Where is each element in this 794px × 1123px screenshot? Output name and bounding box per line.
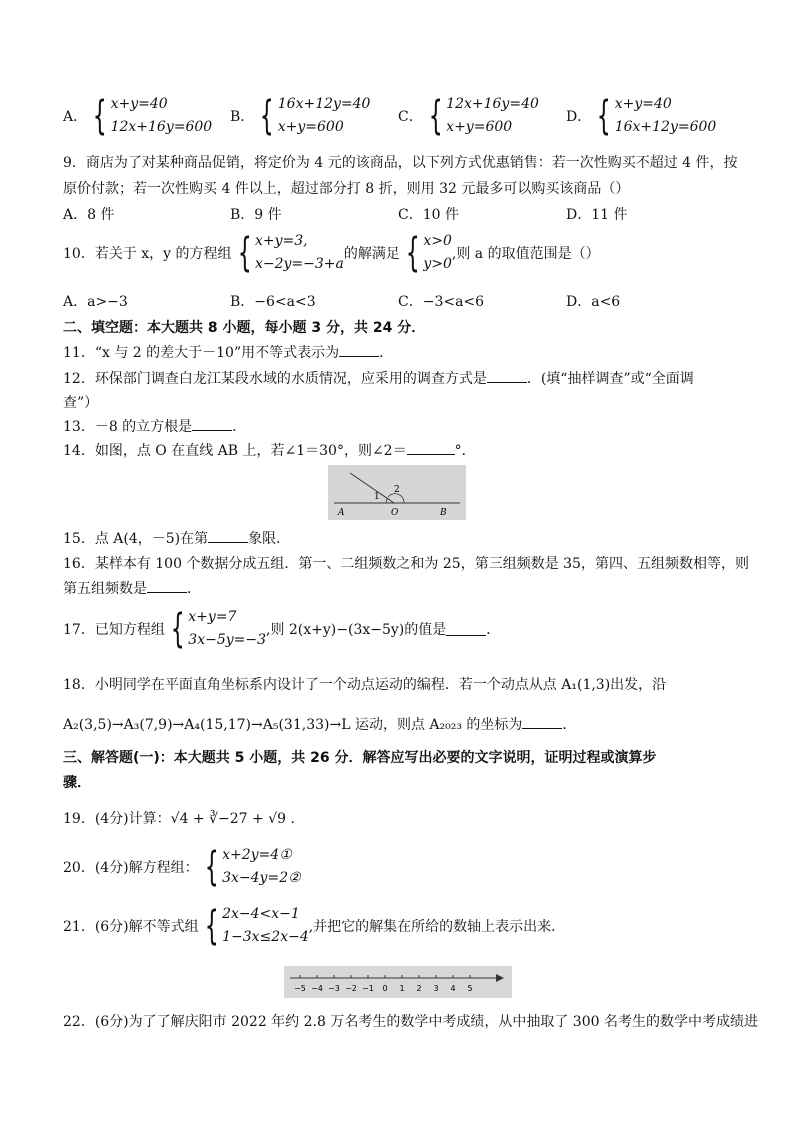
- q16-line2: [63, 578, 201, 598]
- option-label: A．: [63, 109, 88, 125]
- q20: [63, 844, 301, 890]
- answer-blank[interactable]: [208, 530, 248, 543]
- q18-line2: [63, 714, 576, 734]
- point-o-label: O: [391, 508, 399, 518]
- q14-text: 14．如图，点 O 在直线 AB 上，若∠1＝30°，则∠2＝: [63, 443, 407, 459]
- equation-row: x+y=40: [614, 96, 672, 112]
- q10-option-c: C．−3<a<6: [398, 294, 485, 310]
- q15: [63, 528, 290, 548]
- q9-option-c: C．10 件: [398, 207, 459, 223]
- inequality-row: 1−3x≤2x−4: [222, 929, 309, 945]
- q9-option-a: A．8 件: [63, 207, 115, 223]
- q17-suffix: ,则 2(x+y)−(3x−5y)的值是: [266, 622, 447, 638]
- brace-icon: {: [237, 230, 252, 276]
- q18-end: ．: [562, 717, 577, 733]
- q18-line1: 18．小明同学在平面直角坐标系内设计了一个动点运动的编程．若一个动点从点 A₁(1,3)出发，沿: [63, 677, 667, 693]
- condition-row: y>0: [423, 256, 452, 272]
- equation-row: 12x+16y=40: [446, 96, 539, 112]
- q10-suffix: ,则 a 的取值范围是（）: [451, 246, 600, 262]
- q17-prefix: 17．已知方程组: [63, 622, 165, 638]
- axis-tick-label: −1: [362, 984, 374, 993]
- equation-row: x+y=600: [446, 119, 513, 135]
- q10-option-a: A．a>−3: [63, 294, 128, 310]
- equation-row: x+y=600: [277, 119, 344, 135]
- brace-icon: {: [170, 606, 185, 652]
- q12-line1: [63, 368, 694, 388]
- q16-line1: 16．某样本有 100 个数据分成五组．第一、二组频数之和为 25，第三组频数是 35，第四、五组频数相等，则: [63, 556, 749, 572]
- equation-row: 12x+16y=600: [110, 119, 213, 135]
- section3-heading-line1: 三、解答题(一)：本大题共 5 小题，共 26 分．解答应写出必要的文字说明，证明过程或演算步: [63, 750, 657, 766]
- q10-option-d: D．a<6: [566, 294, 621, 310]
- answer-blank[interactable]: [147, 580, 187, 593]
- q9-option-b: B．9 件: [230, 207, 282, 223]
- q17-end: ．: [486, 622, 501, 638]
- answer-blank[interactable]: [522, 716, 562, 729]
- q13-text: 13．－8 的立方根是: [63, 419, 193, 435]
- axis-tick-label: 2: [416, 984, 422, 993]
- q13: [63, 416, 246, 436]
- option-label: D．: [566, 109, 592, 125]
- brace-icon: {: [596, 93, 611, 139]
- point-a-label: A: [338, 508, 345, 518]
- brace-icon: {: [260, 93, 275, 139]
- q8-option-c: [398, 93, 539, 139]
- angle-2-label: 2: [394, 485, 400, 495]
- inequality-row: 2x−4<x−1: [222, 906, 300, 922]
- axis-tick-label: −5: [294, 984, 306, 993]
- q18-text: A₂(3,5)→A₃(7,9)→A₄(15,17)→A₅(31,33)→L 运动，则点 A₂₀₂₃ 的坐标为: [63, 717, 523, 733]
- axis-tick-label: −4: [311, 984, 323, 993]
- equation-row: x+y=40: [110, 96, 168, 112]
- option-label: C．: [398, 109, 423, 125]
- q8-option-d: [566, 93, 716, 139]
- axis-tick-label: 5: [467, 984, 473, 993]
- answer-blank[interactable]: [192, 418, 232, 431]
- q21-prefix: 21．(6分)解不等式组: [63, 919, 199, 935]
- answer-blank[interactable]: [446, 623, 486, 636]
- equation-row: 16x+12y=600: [614, 119, 717, 135]
- q9-line2: 原价付款；若一次性购买 4 件以上，超过部分打 8 折，则用 32 元最多可以购买该商品（）: [63, 181, 630, 197]
- q16-end: ．: [187, 581, 201, 597]
- q19: 19．(4分)计算：√4 + ∛−27 + √9 ．: [63, 811, 305, 827]
- answer-blank[interactable]: [407, 442, 455, 455]
- axis-tick-label: −3: [328, 984, 340, 993]
- equation-row: 3x−4y=2②: [222, 870, 301, 886]
- section2-heading: 二、填空题：本大题共 8 小题，每小题 3 分，共 24 分．: [63, 320, 426, 336]
- q15-end: 象限．: [248, 531, 291, 547]
- axis-tick-label: 1: [399, 984, 405, 993]
- brace-icon: {: [428, 93, 443, 139]
- q8-option-a: [63, 93, 212, 139]
- q9-line1: 9．商店为了对某种商品促销，将定价为 4 元的该商品，以下列方式优惠销售：若一次性购买不超过 4 件，按: [63, 155, 738, 171]
- axis-tick-label: 3: [433, 984, 439, 993]
- q20-prefix: 20．(4分)解方程组：: [63, 860, 199, 876]
- q15-text: 15．点 A(4，－5)在第: [63, 531, 209, 547]
- option-label: B．: [230, 109, 255, 125]
- answer-blank[interactable]: [339, 344, 379, 357]
- q10-prefix: 10．若关于 x，y 的方程组: [63, 246, 232, 262]
- equation-row: 3x−5y=−3: [188, 632, 266, 648]
- q21-suffix: ,并把它的解集在所给的数轴上表示出来．: [308, 919, 566, 935]
- q22: 22．(6分)为了了解庆阳市 2022 年约 2.8 万名考生的数学中考成绩，从中抽取了 300 名考生的数学中考成绩进: [63, 1014, 758, 1030]
- q10-stem: [63, 230, 600, 276]
- number-line-figure: [284, 966, 512, 998]
- section3-heading-line2: 骤．: [63, 775, 91, 791]
- q16-text: 第五组频数是: [63, 581, 147, 597]
- brace-icon: {: [204, 844, 219, 890]
- brace-icon: {: [204, 903, 219, 949]
- q12-line2: 查”）: [63, 395, 99, 411]
- q12-end: ．(填“抽样调查”或“全面调: [526, 371, 694, 387]
- q21: [63, 903, 565, 949]
- q14: [63, 440, 476, 460]
- q9-option-d: D．11 件: [566, 207, 628, 223]
- answer-blank[interactable]: [487, 370, 527, 383]
- equation-row: x+y=7: [188, 609, 237, 625]
- equation-row: 16x+12y=40: [277, 96, 371, 112]
- q11-text: 11．“x 与 2 的差大于－10”用不等式表示为: [63, 345, 340, 361]
- q8-option-b: [230, 93, 370, 139]
- q12-text: 12．环保部门调查白龙江某段水域的水质情况，应采用的调查方式是: [63, 371, 487, 387]
- point-b-label: B: [440, 508, 447, 518]
- brace-icon: {: [92, 93, 107, 139]
- q17: [63, 606, 500, 652]
- equation-row: x+2y=4①: [222, 847, 292, 863]
- q10-mid: 的解满足: [343, 246, 400, 262]
- q10-option-b: B．−6<a<3: [230, 294, 316, 310]
- condition-row: x>0: [423, 233, 452, 249]
- q14-end: °．: [454, 443, 476, 459]
- figure-background: [284, 966, 512, 998]
- q14-figure: [328, 465, 466, 520]
- angle-1-label: 1: [374, 492, 380, 502]
- axis-tick-label: 0: [382, 984, 388, 993]
- q11: [63, 342, 393, 362]
- q13-end: ．: [232, 419, 247, 435]
- q11-end: ．: [379, 345, 394, 361]
- equation-row: x−2y=−3+a: [254, 256, 344, 272]
- axis-tick-label: −2: [345, 984, 357, 993]
- axis-tick-label: 4: [450, 984, 456, 993]
- equation-row: x+y=3,: [254, 233, 308, 249]
- brace-icon: {: [405, 230, 420, 276]
